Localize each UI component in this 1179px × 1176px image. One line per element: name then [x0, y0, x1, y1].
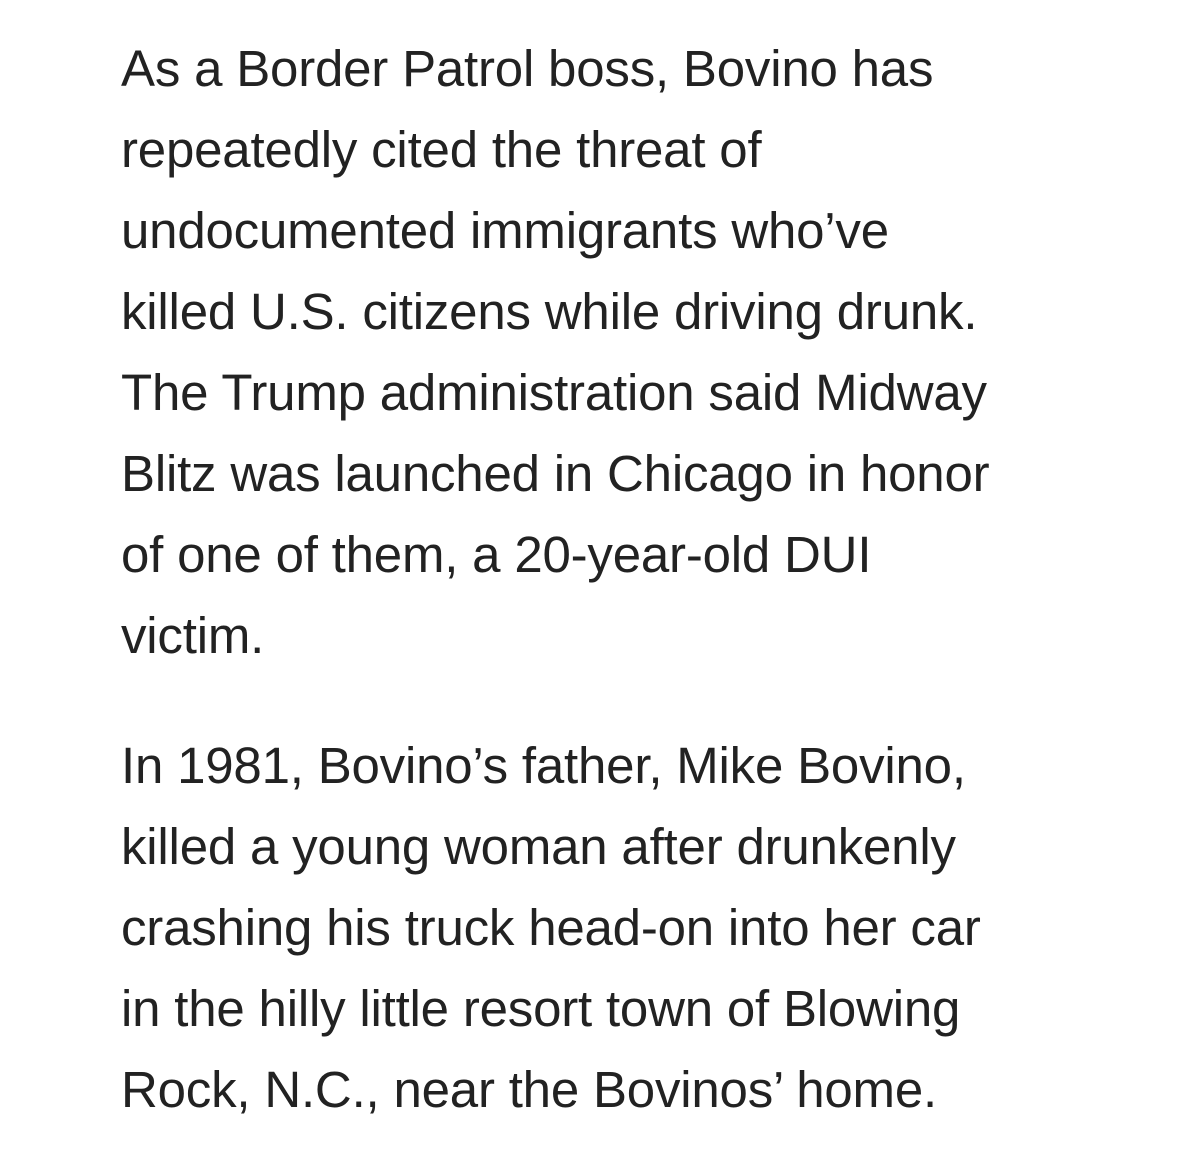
paragraph-line: victim.: [121, 607, 265, 664]
paragraph-line: crashing his truck head-on into her car: [121, 899, 981, 956]
paragraph-2: [121, 725, 1081, 1130]
paragraph-line: of one of them, a 20-year-old DUI: [121, 526, 872, 583]
paragraph-line: repeatedly cited the threat of: [121, 121, 762, 178]
paragraph-line: In 1981, Bovino’s father, Mike Bovino,: [121, 737, 966, 794]
article-body: [121, 28, 1081, 1130]
paragraph-line: killed a young woman after drunkenly: [121, 818, 956, 875]
paragraph-line: Rock, N.C., near the Bovinos’ home.: [121, 1061, 937, 1118]
paragraph-1: [121, 28, 1081, 676]
paragraph-line: in the hilly little resort town of Blowing: [121, 980, 961, 1037]
paragraph-line: Blitz was launched in Chicago in honor: [121, 445, 990, 502]
paragraph-line: As a Border Patrol boss, Bovino has: [121, 40, 934, 97]
paragraph-line: undocumented immigrants who’ve: [121, 202, 889, 259]
paragraph-line: killed U.S. citizens while driving drunk.: [121, 283, 978, 340]
paragraph-line: The Trump administration said Midway: [121, 364, 987, 421]
